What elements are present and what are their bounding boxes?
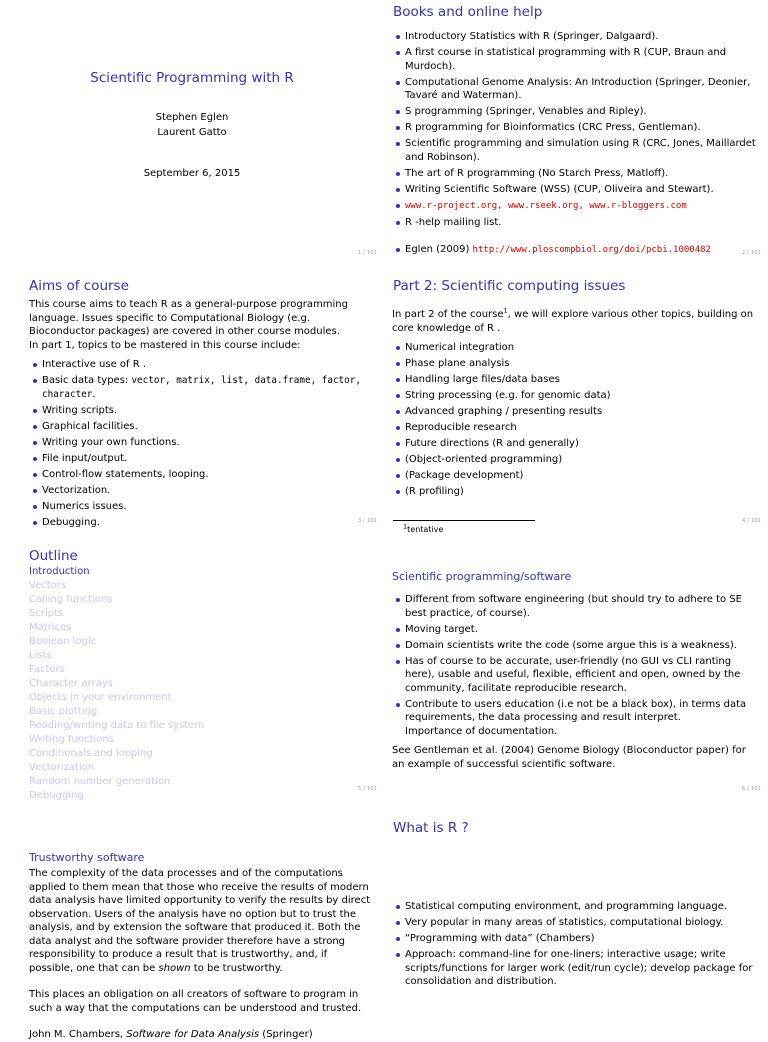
list-item: (R profiling) [392,485,754,499]
intro-text: In part 2 of the course [392,309,504,320]
outline-item[interactable]: Lists [29,650,52,661]
list-item: (Package development) [392,469,754,483]
list-item: Phase plane analysis [392,357,754,371]
slide-body [29,867,372,1042]
list-item: R programming for Bioinformatics (CRC Press, Gentleman). [392,121,758,135]
list-item: Vectorization. [29,484,372,498]
page-number: 3 / 101 [358,517,377,524]
outline-item[interactable]: Matrices [29,622,72,633]
slide-body [392,900,754,991]
list-item [392,698,754,739]
authors [0,111,384,140]
topic-list [392,341,754,499]
list-item: Writing your own functions. [29,436,372,450]
web-links[interactable]: www.r-project.org, www.rseek.org, www.r-bloggers.com [405,200,687,211]
list-item: Numerics issues. [29,500,372,514]
intro-paragraph: This course aims to teach R as a general-purpose programming language. Issues specific to Computational Biology (e.g. Bioconductor packages) are covered in other course modules. [29,299,348,337]
point-list [392,900,754,989]
slide-trustworthy [0,804,384,1040]
list-item: Advanced graphing / presenting results [392,405,754,419]
list-item: Statistical computing environment, and programming language. [392,900,754,914]
quote-text: to be trustworthy. [190,962,283,974]
quote-paragraph: This places an obligation on all creators of software to program in such a way that the computations can be understood and trusted. [29,989,362,1014]
list-item: Very popular in many areas of statistics, computational biology. [392,916,754,930]
list-item [29,374,372,401]
outline-list [29,565,204,803]
slide-body [392,30,758,260]
book-list [392,30,758,258]
intro-text: , we will explore various other topics, building on core knowledge of R . [392,309,754,334]
list-item: Scientific programming and simulation using R (CRC, Jones, Maillardet and Robinson). [392,137,758,164]
slide-heading: Part 2: Scientific computing issues [393,278,626,294]
item-text: Importance of documentation. [405,725,558,737]
list-item: Writing Scientific Software (WSS) (CUP, Oliveira and Stewart). [392,183,758,197]
outline-item[interactable]: Reading/writing data to file system [29,720,205,731]
page-number: 2 / 101 [742,249,761,256]
list-item: Debugging. [29,516,372,530]
list-item: Reproducible research [392,421,754,435]
outline-item[interactable]: Random number generation [29,776,171,787]
footer-paragraph: See Gentleman et al. (2004) Genome Biology (Bioconductor paper) for an example of successful scientific software. [392,745,746,770]
list-item: The art of R programming (No Starch Press, Matloff). [392,167,758,181]
footnote [403,523,443,537]
citation-text: John M. Chambers, [29,1029,127,1040]
point-list [392,593,754,738]
outline-item[interactable]: Character arrays [29,678,113,689]
outline-item[interactable]: Vectors [29,580,67,591]
citation-title: Software for Data Analysis [126,1029,260,1040]
list-item: String processing (e.g. for genomic data) [392,389,754,403]
footnote-text: tentative [407,525,444,534]
outline-item[interactable]: Scripts [29,608,64,619]
slide-heading: Outline [29,548,78,564]
slide-part2 [384,268,768,536]
topic-list [29,358,372,529]
slide-aims [0,268,384,536]
list-item: Interactive use of R . [29,358,372,372]
slide-body [392,308,754,501]
outline-item[interactable]: Calling functions [29,594,113,605]
slide-body [29,298,372,532]
slide-heading: What is R ? [393,820,469,836]
page-number: 5 / 101 [358,785,377,792]
outline-item[interactable]: Writing functions [29,734,114,745]
slide-body [392,593,754,771]
outline-item[interactable]: Conditionals and looping [29,748,153,759]
outline-item[interactable]: Vectorization [29,762,95,773]
list-item [392,199,758,214]
outline-item[interactable]: Factors [29,664,65,675]
footnote-marker: 1 [403,522,408,531]
quote-text: The complexity of the data processes and of the computations applied to them mean that those who receive the results of modern data analysis have limited opportunity to verify the results by direct observation. Users of the analysis have no option but to trust the analysis, and by extension the software that produced it. Both the data analyst and the software provider therefore have a strong responsibility to produce a result that is trustworthy, and, if possible, one that can be [29,868,371,974]
item-text: Contribute to users education (i.e not be a black box), in terms data requirements, the data processing and result interpret. [405,698,747,723]
list-item: File input/output. [29,452,372,466]
list-item: Has of course to be accurate, user-friendly (no GUI vs CLI ranting here), usable and useful, flexible, efficient and open, owned by the community, facilitate reproducible research. [392,655,754,696]
list-item: Different from software engineering (but should try to adhere to SE best practice, of course). [392,593,754,620]
deck-date: September 6, 2015 [143,168,241,179]
data-type-names: vector, matrix, list, data.frame, factor, character [42,375,361,400]
citation [29,1028,372,1042]
list-item: “Programming with data” (Chambers) [392,932,754,946]
list-item: Writing scripts. [29,404,372,418]
list-item: A first course in statistical programming with R (CUP, Braun and Murdoch). [392,46,758,73]
reference-link[interactable]: http://www.ploscompbiol.org/doi/pcbi.1000482 [472,245,711,255]
list-item: (Object-oriented programming) [392,453,754,467]
list-item: Computational Genome Analysis: An Introduction (Springer, Deonier, Tavaré and Waterman). [392,76,758,103]
list-item: Moving target. [392,623,754,637]
list-item: S programming (Springer, Venables and Ripley). [392,105,758,119]
list-item: R -help mailing list. [392,216,758,230]
list-item: Introductory Statistics with R (Springer, Dalgaard). [392,30,758,44]
page-number: 4 / 101 [742,517,761,524]
list-item: Approach: command-line for one-liners; interactive usage; write scripts/functions for larger work (edit/run cycle); develop package for consolidation and distribution. [392,948,754,989]
list-item: Future directions (R and generally) [392,437,754,451]
slide-heading: Trustworthy software [29,851,145,864]
outline-item[interactable]: Debugging [29,790,84,801]
intro-paragraph [392,308,754,335]
reference-text: Eglen (2009) [405,244,473,255]
deck-title: Scientific Programming with R [90,70,294,86]
citation-text: (Springer) [259,1029,313,1040]
quote-paragraph [29,867,372,975]
author-name: Laurent Gatto [157,126,227,138]
emphasis: shown [158,962,191,974]
list-item [392,243,758,258]
slide-scientific-software [384,536,768,804]
slide-what-is-r [384,804,768,1024]
outline-item[interactable]: Objects in your environment [29,692,172,703]
item-text: . [92,388,96,400]
list-item: Domain scientists write the code (some argue this is a weakness). [392,639,754,653]
outline-item-current[interactable]: Introduction [29,566,90,577]
outline-item[interactable]: Basic plotting [29,706,98,717]
list-item: Graphical facilities. [29,420,372,434]
footnote-rule [393,520,535,521]
list-item: Control-flow statements, looping. [29,468,372,482]
slide-heading: Books and online help [393,4,543,20]
list-item: Numerical integration [392,341,754,355]
item-text: Basic data types: [42,375,132,386]
slide-heading: Aims of course [29,278,129,294]
slide-heading: Scientific programming/software [392,570,572,583]
list-item: Handling large files/data bases [392,373,754,387]
outline-item[interactable]: Boolean logic [29,636,97,647]
intro-paragraph: In part 1, topics to be mastered in this course include: [29,339,301,351]
slide-outline [0,536,384,804]
author-name: Stephen Eglen [155,112,229,123]
slide-books [384,0,768,268]
slide-title [0,0,384,268]
page-number: 1 / 101 [358,249,377,256]
footnote-marker: 1 [503,306,508,315]
page-number: 6 / 101 [742,785,761,792]
